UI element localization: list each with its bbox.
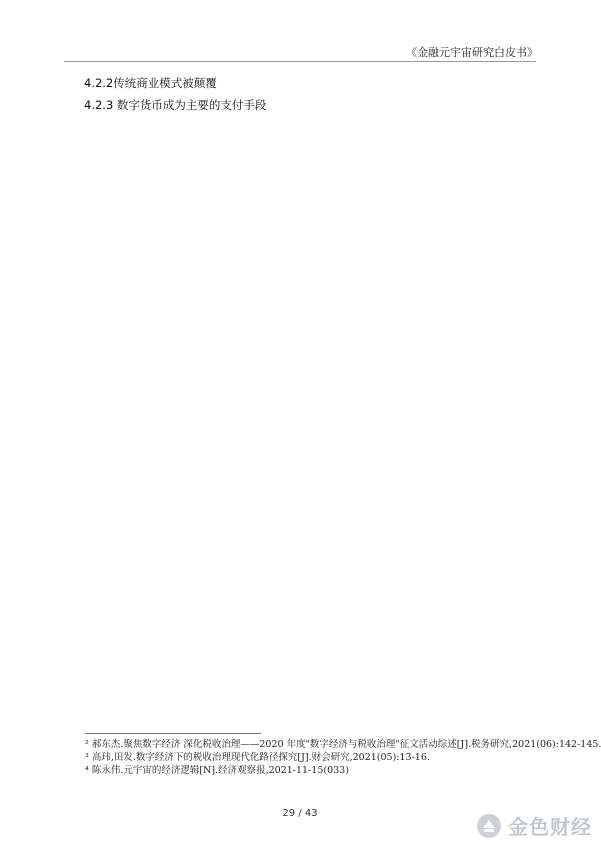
body-text bbox=[84, 72, 524, 116]
section-heading-4-2-2: 4.2.2传统商业模式被颠覆 bbox=[84, 76, 217, 90]
watermark bbox=[476, 811, 592, 840]
footnote-rule bbox=[85, 733, 261, 734]
header-book-title: 《金融元宇宙研究白皮书》 bbox=[406, 46, 538, 59]
page-number: 29 / 43 bbox=[282, 808, 318, 819]
jinse-logo-icon bbox=[476, 813, 502, 839]
watermark-text: 金色财经 bbox=[508, 815, 592, 839]
footnotes bbox=[85, 738, 601, 777]
header-rule bbox=[64, 61, 536, 62]
footnote-3: ³ 高玮,田发.数字经济下的税收治理现代化路径探究[J].财会研究,2021(05):13-16. bbox=[85, 752, 430, 763]
footnote-4: ⁴ 陈永伟.元宇宙的经济逻辑[N].经济观察报,2021-11-15(033) bbox=[85, 765, 349, 776]
footnote-2-line-1: ² 郝东杰.聚焦数字经济 深化税收治理——2020 年度"数字经济与税收治理"征文活动综述[J].税务研究,2021(06):142-145. bbox=[85, 739, 601, 750]
section-heading-4-2-3: 4.2.3 数字货币成为主要的支付手段 bbox=[84, 98, 267, 113]
